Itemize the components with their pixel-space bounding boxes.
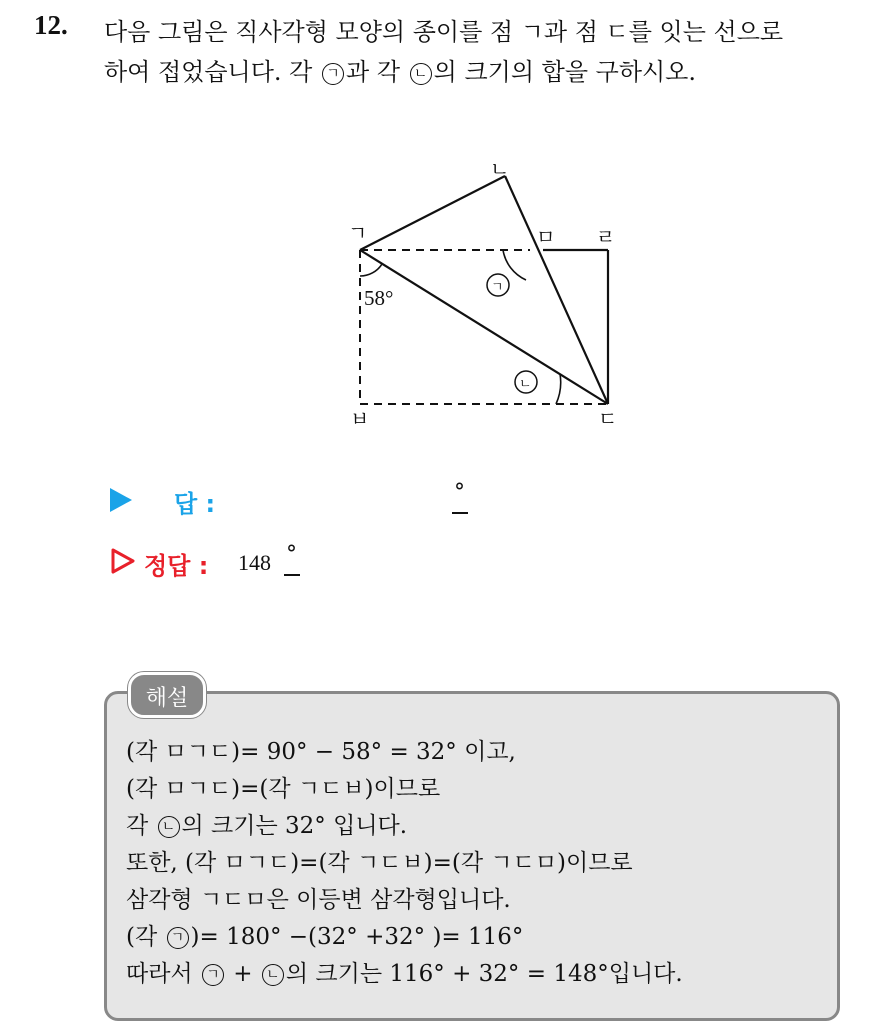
angle2-symbol: ㄴ [410, 63, 432, 85]
label-m: ㅁ [536, 225, 556, 249]
angle2-symbol: ㄴ [158, 816, 180, 838]
solution-line: 또한, (각 ㅁㄱㄷ)=(각 ㄱㄷㅂ)=(각 ㄱㄷㅁ)이므로 [126, 850, 633, 876]
label-n: ㄴ [490, 157, 510, 181]
solution-line [126, 955, 683, 988]
solution-text-part: 의 크기는 32° 입니다. [181, 813, 408, 839]
solution-text-part: )= 180° −(32° +32° )= 116° [190, 924, 524, 950]
angle2-symbol: ㄴ [262, 964, 284, 986]
answer-row [110, 480, 510, 520]
label-b: ㅂ [350, 407, 370, 431]
folded-edge-side [505, 176, 608, 404]
answer-underline [452, 512, 468, 514]
solution-line: (각 ㅁㄱㄷ)=(각 ㄱㄷㅂ)이므로 [126, 776, 441, 802]
solution-line: (각 ㅁㄱㄷ)= 90° − 58° = 32° 이고, [126, 739, 516, 765]
solution-line: 삼각형 ㄱㄷㅁ은 이등변 삼각형입니다. [126, 887, 511, 913]
angle-58-arc [360, 264, 382, 276]
correct-answer-label: 정답 : [144, 552, 209, 580]
angle1-symbol: ㄱ [202, 964, 224, 986]
solution-text-part: 따라서 [126, 961, 200, 987]
label-r: ㄹ [596, 225, 616, 249]
solution-text-part: 의 크기는 116° + 32° = 148°입니다. [285, 961, 683, 987]
solution-tab-label: 해설 [145, 686, 189, 711]
question-text-line2 [104, 52, 696, 87]
correct-answer-unit: ° [286, 542, 297, 567]
play-triangle-icon [110, 488, 132, 512]
question-text-line1: 다음 그림은 직사각형 모양의 종이를 점 ㄱ과 점 ㄷ를 잇는 선으로 [104, 18, 784, 46]
outline-triangle-icon [110, 548, 136, 574]
angle2-arc [556, 374, 561, 404]
folded-edge-top [360, 176, 505, 250]
answer-label: 답 : [174, 490, 216, 518]
angle1-arc [503, 250, 526, 280]
correct-answer-row [110, 542, 510, 582]
solution-text-part: 각 [126, 813, 156, 839]
angle1-symbol: ㄱ [167, 927, 189, 949]
answer-unit: ° [454, 480, 465, 505]
correct-answer-value: 148 [238, 550, 271, 575]
angle-58-text: 58° [364, 286, 394, 310]
angle1-symbol: ㄱ [322, 63, 344, 85]
question-text-part: 하여 접었습니다. 각 [104, 58, 320, 86]
question-text-part: 의 크기의 합을 구하시오. [433, 58, 696, 86]
solution-tab [128, 672, 206, 718]
label-d: ㄷ [598, 407, 618, 431]
angle2-mark: ㄴ [519, 377, 532, 392]
solution-line [126, 807, 407, 840]
solution-line [126, 918, 523, 951]
question-number: 12. [34, 10, 68, 40]
label-g: ㄱ [348, 221, 368, 245]
fold-line [360, 250, 608, 404]
angle1-mark: ㄱ [491, 280, 504, 295]
correct-answer-underline [284, 574, 300, 576]
solution-text-part: + [225, 961, 260, 987]
question-text-part: 과 각 [346, 58, 408, 86]
folded-rectangle-figure [330, 150, 640, 440]
solution-text-part: (각 [126, 924, 165, 950]
